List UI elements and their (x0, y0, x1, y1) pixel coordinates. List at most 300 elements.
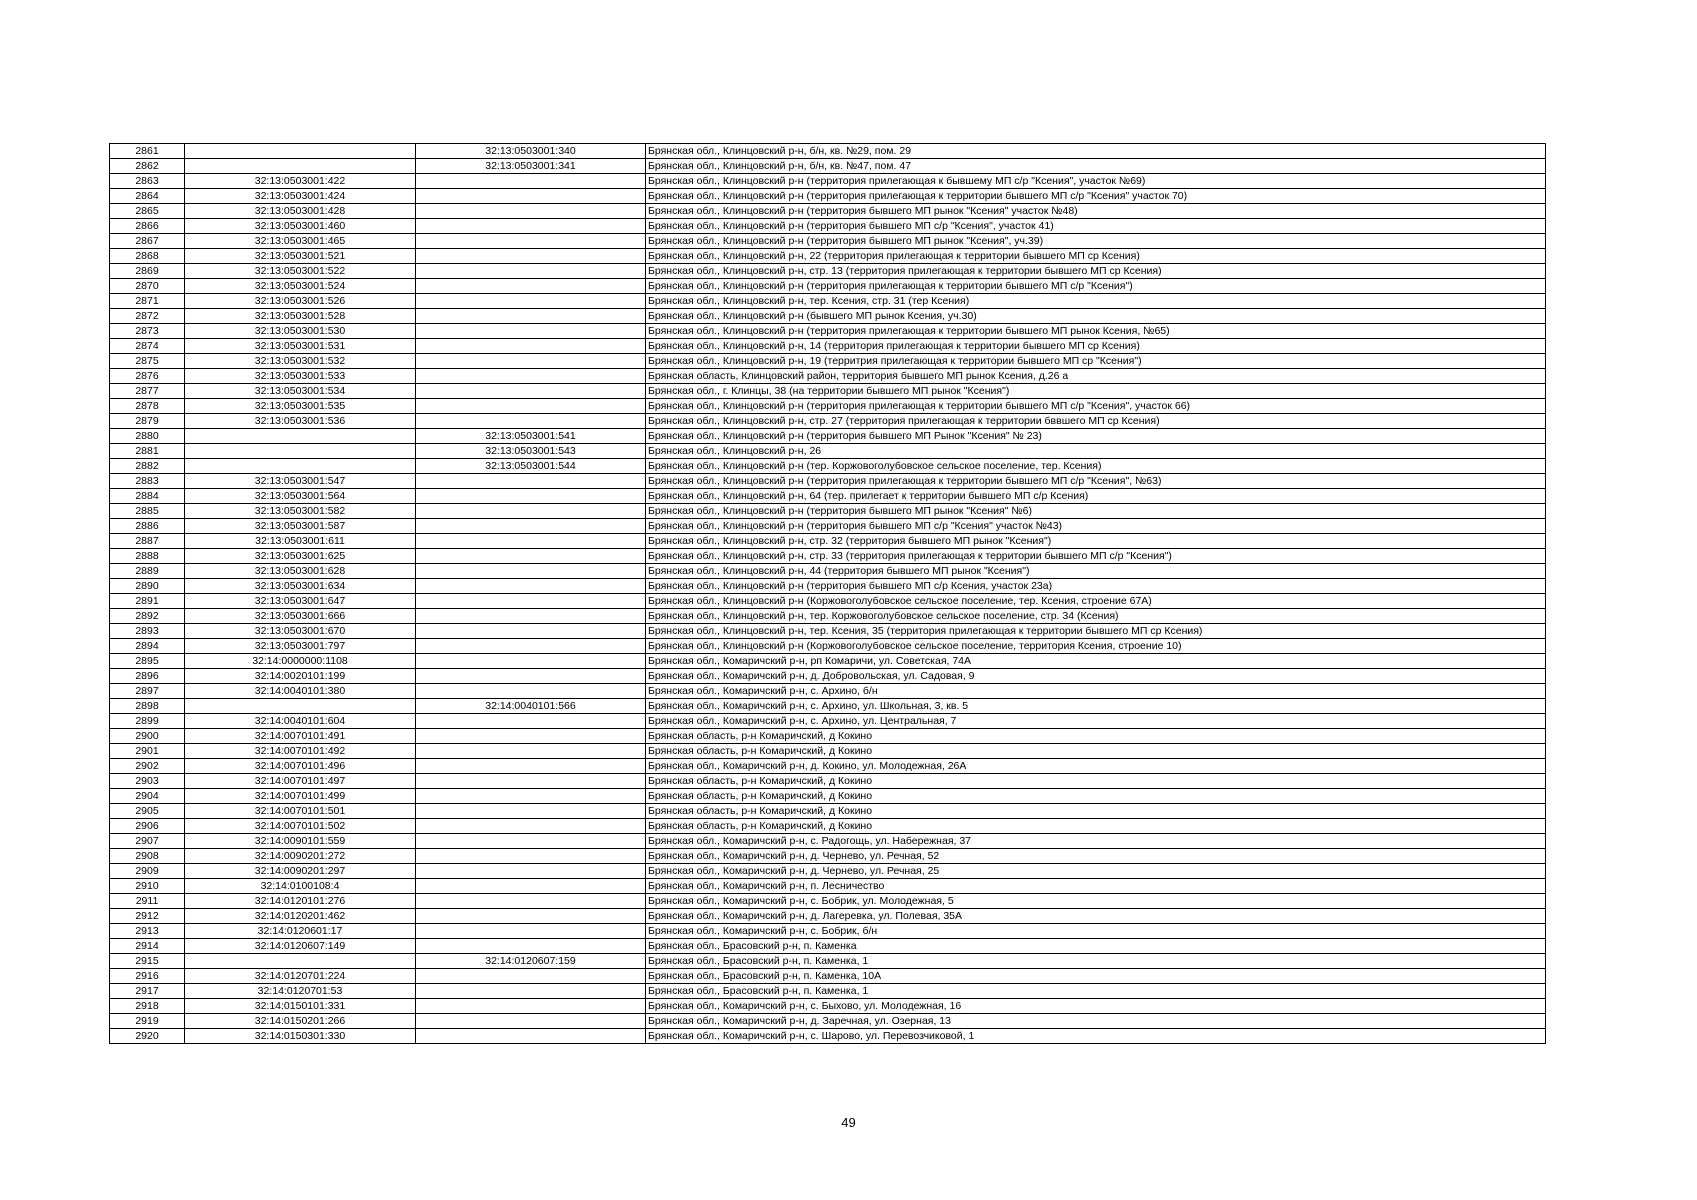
row-number-cell: 2920 (110, 1029, 185, 1044)
row-number-cell: 2895 (110, 654, 185, 669)
row-number-cell: 2910 (110, 879, 185, 894)
cadastral-number-cell: 32:13:0503001:526 (185, 294, 416, 309)
table-row (110, 744, 1546, 759)
row-number-cell: 2912 (110, 909, 185, 924)
address-cell: Брянская обл., Клинцовский р-н (территория прилегающая к бывшему МП с/р "Ксения", участок №69) (646, 174, 1546, 189)
cadastral-number-cell: 32:13:0503001:564 (185, 489, 416, 504)
cadastral-number-cell: 32:14:0090201:272 (185, 849, 416, 864)
address-cell: Брянская обл., Клинцовский р-н (территория прилегающая к территории бывшего МП с/р "Ксения", участок 66) (646, 399, 1546, 414)
row-number-cell: 2879 (110, 414, 185, 429)
table-row (110, 669, 1546, 684)
building-cadastral-number-cell (416, 984, 646, 999)
row-number-cell: 2916 (110, 969, 185, 984)
row-number-cell: 2878 (110, 399, 185, 414)
address-cell: Брянская область, р-н Комаричский, д Кокино (646, 819, 1546, 834)
cadastral-number-cell: 32:14:0120101:276 (185, 894, 416, 909)
table-row (110, 654, 1546, 669)
address-cell: Брянская обл., Клинцовский р-н (территория прилегающая к территории бывшего МП с/р "Ксения" участок 70) (646, 189, 1546, 204)
address-cell: Брянская обл., Клинцовский р-н, 19 (территрия прилегающая к территории бывшего МП ср "Ксения") (646, 354, 1546, 369)
address-cell: Брянская обл., Клинцовский р-н, 14 (территория прилегающая к территории бывшего МП ср Ксения) (646, 339, 1546, 354)
table-row (110, 909, 1546, 924)
building-cadastral-number-cell (416, 654, 646, 669)
building-cadastral-number-cell (416, 819, 646, 834)
table-row (110, 294, 1546, 309)
address-cell: Брянская обл., Клинцовский р-н (тер. Коржовоголубовское сельское поселение, тер. Ксения) (646, 459, 1546, 474)
table-row (110, 459, 1546, 474)
address-cell: Брянская обл., Комаричский р-н, с. Бобрик, ул. Молодежная, 5 (646, 894, 1546, 909)
building-cadastral-number-cell (416, 744, 646, 759)
row-number-cell: 2865 (110, 204, 185, 219)
cadastral-number-cell: 32:13:0503001:460 (185, 219, 416, 234)
address-cell: Брянская обл., г. Клинцы, 38 (на территории бывшего МП рынок "Ксения") (646, 384, 1546, 399)
building-cadastral-number-cell (416, 939, 646, 954)
row-number-cell: 2867 (110, 234, 185, 249)
cadastral-number-cell: 32:14:0070101:491 (185, 729, 416, 744)
row-number-cell: 2862 (110, 159, 185, 174)
cadastral-number-cell: 32:14:0120701:53 (185, 984, 416, 999)
building-cadastral-number-cell (416, 489, 646, 504)
building-cadastral-number-cell (416, 759, 646, 774)
row-number-cell: 2861 (110, 144, 185, 159)
row-number-cell: 2911 (110, 894, 185, 909)
cadastral-number-cell (185, 459, 416, 474)
building-cadastral-number-cell (416, 504, 646, 519)
building-cadastral-number-cell (416, 384, 646, 399)
cadastral-number-cell: 32:13:0503001:424 (185, 189, 416, 204)
building-cadastral-number-cell: 32:13:0503001:544 (416, 459, 646, 474)
row-number-cell: 2892 (110, 609, 185, 624)
building-cadastral-number-cell (416, 1029, 646, 1044)
table-row (110, 384, 1546, 399)
table-row (110, 534, 1546, 549)
cadastral-number-cell: 32:14:0150201:266 (185, 1014, 416, 1029)
address-cell: Брянская обл., Клинцовский р-н, б/н, кв. №47, пом. 47 (646, 159, 1546, 174)
address-cell: Брянская обл., Клинцовский р-н, 26 (646, 444, 1546, 459)
cadastral-number-cell: 32:13:0503001:531 (185, 339, 416, 354)
row-number-cell: 2891 (110, 594, 185, 609)
row-number-cell: 2908 (110, 849, 185, 864)
cadastral-number-cell: 32:13:0503001:532 (185, 354, 416, 369)
building-cadastral-number-cell (416, 894, 646, 909)
table-row (110, 204, 1546, 219)
table-row (110, 399, 1546, 414)
building-cadastral-number-cell (416, 579, 646, 594)
row-number-cell: 2873 (110, 324, 185, 339)
address-cell: Брянская обл., Клинцовский р-н, 44 (территория бывшего МП рынок "Ксения") (646, 564, 1546, 579)
cadastral-number-cell: 32:13:0503001:670 (185, 624, 416, 639)
table-row (110, 219, 1546, 234)
building-cadastral-number-cell (416, 714, 646, 729)
table-row (110, 474, 1546, 489)
table-row (110, 999, 1546, 1014)
table-row (110, 819, 1546, 834)
address-cell: Брянская обл., Клинцовский р-н (территория бывшего МП рынок "Ксения" участок №48) (646, 204, 1546, 219)
row-number-cell: 2869 (110, 264, 185, 279)
building-cadastral-number-cell (416, 669, 646, 684)
cadastral-number-cell: 32:13:0503001:628 (185, 564, 416, 579)
cadastral-number-cell: 32:14:0090101:559 (185, 834, 416, 849)
building-cadastral-number-cell (416, 249, 646, 264)
address-cell: Брянская обл., Клинцовский р-н (Коржовоголубовское сельское поселение, тер. Ксения, строение 67А) (646, 594, 1546, 609)
address-cell: Брянская обл., Клинцовский р-н, стр. 32 (территория бывшего МП рынок "Ксения") (646, 534, 1546, 549)
address-cell: Брянская обл., Комаричский р-н, рп Комаричи, ул. Советская, 74А (646, 654, 1546, 669)
building-cadastral-number-cell (416, 414, 646, 429)
building-cadastral-number-cell (416, 189, 646, 204)
row-number-cell: 2918 (110, 999, 185, 1014)
table-row (110, 594, 1546, 609)
row-number-cell: 2870 (110, 279, 185, 294)
table-row (110, 504, 1546, 519)
table-row (110, 849, 1546, 864)
address-cell: Брянская обл., Клинцовский р-н, 64 (тер. прилегает к территории бывшего МП с/р Ксения) (646, 489, 1546, 504)
row-number-cell: 2890 (110, 579, 185, 594)
cadastral-number-cell: 32:14:0070101:492 (185, 744, 416, 759)
table-row (110, 519, 1546, 534)
cadastral-number-cell: 32:13:0503001:625 (185, 549, 416, 564)
building-cadastral-number-cell (416, 234, 646, 249)
cadastral-number-cell: 32:13:0503001:535 (185, 399, 416, 414)
table-row (110, 414, 1546, 429)
row-number-cell: 2886 (110, 519, 185, 534)
cadastral-number-cell: 32:13:0503001:465 (185, 234, 416, 249)
table-row (110, 924, 1546, 939)
cadastral-number-cell: 32:14:0090201:297 (185, 864, 416, 879)
address-cell: Брянская обл., Комаричский р-н, д. Лагеревка, ул. Полевая, 35А (646, 909, 1546, 924)
row-number-cell: 2875 (110, 354, 185, 369)
table-row (110, 579, 1546, 594)
row-number-cell: 2883 (110, 474, 185, 489)
cadastral-number-cell (185, 699, 416, 714)
table-row (110, 759, 1546, 774)
building-cadastral-number-cell (416, 399, 646, 414)
address-cell: Брянская обл., Клинцовский р-н, тер. Коржовоголубовское сельское поселение, стр. 34 (Ксения) (646, 609, 1546, 624)
table-row (110, 1029, 1546, 1044)
building-cadastral-number-cell (416, 204, 646, 219)
cadastral-number-cell: 32:14:0120201:462 (185, 909, 416, 924)
building-cadastral-number-cell (416, 279, 646, 294)
building-cadastral-number-cell (416, 519, 646, 534)
building-cadastral-number-cell (416, 624, 646, 639)
row-number-cell: 2915 (110, 954, 185, 969)
cadastral-number-cell: 32:14:0150101:331 (185, 999, 416, 1014)
table-row (110, 834, 1546, 849)
building-cadastral-number-cell: 32:13:0503001:543 (416, 444, 646, 459)
row-number-cell: 2872 (110, 309, 185, 324)
table-row (110, 324, 1546, 339)
cadastral-number-cell: 32:13:0503001:422 (185, 174, 416, 189)
cadastral-number-cell: 32:14:0100108:4 (185, 879, 416, 894)
address-cell: Брянская обл., Брасовский р-н, п. Каменка, 1 (646, 954, 1546, 969)
address-cell: Брянская обл., Комаричский р-н, с. Архино, б/н (646, 684, 1546, 699)
table-row (110, 609, 1546, 624)
building-cadastral-number-cell (416, 789, 646, 804)
row-number-cell: 2888 (110, 549, 185, 564)
table-row (110, 264, 1546, 279)
row-number-cell: 2880 (110, 429, 185, 444)
building-cadastral-number-cell (416, 219, 646, 234)
building-cadastral-number-cell (416, 594, 646, 609)
cadastral-number-cell (185, 429, 416, 444)
address-cell: Брянская обл., Комаричский р-н, с. Архино, ул. Центральная, 7 (646, 714, 1546, 729)
table-row (110, 1014, 1546, 1029)
cadastral-number-cell (185, 144, 416, 159)
cadastral-number-cell: 32:14:0120607:149 (185, 939, 416, 954)
address-cell: Брянская обл., Клинцовский р-н (территория прилегающая к территории бывшего МП с/р "Ксения", №63) (646, 474, 1546, 489)
building-cadastral-number-cell (416, 294, 646, 309)
row-number-cell: 2906 (110, 819, 185, 834)
table-row (110, 699, 1546, 714)
row-number-cell: 2885 (110, 504, 185, 519)
cadastral-number-cell: 32:13:0503001:647 (185, 594, 416, 609)
cadastral-number-cell: 32:13:0503001:530 (185, 324, 416, 339)
address-cell: Брянская обл., Клинцовский р-н (территория бывшего МП с/р Ксения, участок 23а) (646, 579, 1546, 594)
cadastral-number-cell: 32:13:0503001:536 (185, 414, 416, 429)
row-number-cell: 2897 (110, 684, 185, 699)
building-cadastral-number-cell: 32:13:0503001:541 (416, 429, 646, 444)
cadastral-number-cell: 32:14:0150301:330 (185, 1029, 416, 1044)
row-number-cell: 2868 (110, 249, 185, 264)
building-cadastral-number-cell: 32:13:0503001:340 (416, 144, 646, 159)
table-row (110, 144, 1546, 159)
address-cell: Брянская обл., Клинцовский р-н (территория бывшего МП рынок "Ксения", уч.39) (646, 234, 1546, 249)
page-number: 49 (841, 1115, 856, 1130)
building-cadastral-number-cell (416, 849, 646, 864)
cadastral-number-cell: 32:13:0503001:522 (185, 264, 416, 279)
table-row (110, 864, 1546, 879)
row-number-cell: 2887 (110, 534, 185, 549)
table-row (110, 249, 1546, 264)
row-number-cell: 2901 (110, 744, 185, 759)
table-row (110, 969, 1546, 984)
table-row (110, 789, 1546, 804)
address-cell: Брянская обл., Клинцовский р-н (территория прилегающая к территории бывшего МП рынок Ксения, №65) (646, 324, 1546, 339)
address-cell: Брянская обл., Комаричский р-н, с. Быхово, ул. Молодежная, 16 (646, 999, 1546, 1014)
row-number-cell: 2914 (110, 939, 185, 954)
row-number-cell: 2874 (110, 339, 185, 354)
address-cell: Брянская обл., Клинцовский р-н (территория бывшего МП Рынок "Ксения" № 23) (646, 429, 1546, 444)
address-cell: Брянская обл., Клинцовский р-н (территория бывшего МП рынок "Ксения" №6) (646, 504, 1546, 519)
table-row (110, 174, 1546, 189)
row-number-cell: 2905 (110, 804, 185, 819)
row-number-cell: 2876 (110, 369, 185, 384)
address-cell: Брянская обл., Комаричский р-н, п. Лесничество (646, 879, 1546, 894)
address-cell: Брянская область, р-н Комаричский, д Кокино (646, 804, 1546, 819)
table-row (110, 549, 1546, 564)
table-row (110, 684, 1546, 699)
table-body (110, 144, 1546, 1044)
building-cadastral-number-cell (416, 804, 646, 819)
building-cadastral-number-cell (416, 774, 646, 789)
building-cadastral-number-cell (416, 864, 646, 879)
building-cadastral-number-cell (416, 369, 646, 384)
cadastral-number-cell: 32:14:0020101:199 (185, 669, 416, 684)
table-row (110, 159, 1546, 174)
row-number-cell: 2893 (110, 624, 185, 639)
cadastral-number-cell: 32:14:0070101:501 (185, 804, 416, 819)
address-cell: Брянская обл., Комаричский р-н, с. Шарово, ул. Перевозчиковой, 1 (646, 1029, 1546, 1044)
table-row (110, 939, 1546, 954)
building-cadastral-number-cell (416, 609, 646, 624)
cadastral-number-cell: 32:13:0503001:611 (185, 534, 416, 549)
cadastral-number-cell: 32:14:0120601:17 (185, 924, 416, 939)
row-number-cell: 2903 (110, 774, 185, 789)
building-cadastral-number-cell: 32:14:0040101:566 (416, 699, 646, 714)
cadastral-table (109, 143, 1546, 1044)
address-cell: Брянская область, р-н Комаричский, д Кокино (646, 774, 1546, 789)
cadastral-number-cell: 32:14:0070101:497 (185, 774, 416, 789)
address-cell: Брянская обл., Комаричский р-н, д. Добровольская, ул. Садовая, 9 (646, 669, 1546, 684)
cadastral-number-cell: 32:13:0503001:547 (185, 474, 416, 489)
cadastral-number-cell: 32:14:0040101:604 (185, 714, 416, 729)
row-number-cell: 2877 (110, 384, 185, 399)
building-cadastral-number-cell (416, 564, 646, 579)
table-row (110, 729, 1546, 744)
address-cell: Брянская обл., Клинцовский р-н, тер. Ксения, стр. 31 (тер Ксения) (646, 294, 1546, 309)
address-cell: Брянская обл., Брасовский р-н, п. Каменка, 10А (646, 969, 1546, 984)
row-number-cell: 2884 (110, 489, 185, 504)
cadastral-number-cell: 32:14:0070101:496 (185, 759, 416, 774)
table-row (110, 444, 1546, 459)
table-row (110, 309, 1546, 324)
address-cell: Брянская обл., Комаричский р-н, д. Кокино, ул. Молодежная, 26А (646, 759, 1546, 774)
row-number-cell: 2871 (110, 294, 185, 309)
building-cadastral-number-cell (416, 999, 646, 1014)
address-cell: Брянская область, Клинцовский район, территория бывшего МП рынок Ксения, д.26 а (646, 369, 1546, 384)
table-row (110, 624, 1546, 639)
row-number-cell: 2917 (110, 984, 185, 999)
table-row (110, 489, 1546, 504)
address-cell: Брянская обл., Комаричский р-н, д. Чернево, ул. Речная, 25 (646, 864, 1546, 879)
cadastral-number-cell: 32:13:0503001:582 (185, 504, 416, 519)
building-cadastral-number-cell (416, 534, 646, 549)
building-cadastral-number-cell (416, 969, 646, 984)
address-cell: Брянская обл., Комаричский р-н, д. Чернево, ул. Речная, 52 (646, 849, 1546, 864)
row-number-cell: 2904 (110, 789, 185, 804)
cadastral-number-cell: 32:13:0503001:528 (185, 309, 416, 324)
cadastral-number-cell: 32:13:0503001:587 (185, 519, 416, 534)
cadastral-number-cell (185, 444, 416, 459)
building-cadastral-number-cell (416, 474, 646, 489)
table-row (110, 984, 1546, 999)
building-cadastral-number-cell (416, 834, 646, 849)
row-number-cell: 2902 (110, 759, 185, 774)
address-cell: Брянская обл., Клинцовский р-н, тер. Ксения, 35 (территория прилегающая к территории бывшего МП ср Ксения) (646, 624, 1546, 639)
building-cadastral-number-cell (416, 174, 646, 189)
row-number-cell: 2909 (110, 864, 185, 879)
table-row (110, 279, 1546, 294)
address-cell: Брянская обл., Клинцовский р-н (территория прилегающая к территории бывшего МП с/р "Ксения") (646, 279, 1546, 294)
cadastral-number-cell: 32:13:0503001:797 (185, 639, 416, 654)
address-cell: Брянская обл., Брасовский р-н, п. Каменка (646, 939, 1546, 954)
row-number-cell: 2899 (110, 714, 185, 729)
row-number-cell: 2864 (110, 189, 185, 204)
row-number-cell: 2894 (110, 639, 185, 654)
address-cell: Брянская обл., Клинцовский р-н, 22 (территория прилегающая к территории бывшего МП ср Ксения) (646, 249, 1546, 264)
address-cell: Брянская обл., Комаричский р-н, д. Заречная, ул. Озерная, 13 (646, 1014, 1546, 1029)
address-cell: Брянская обл., Клинцовский р-н, стр. 33 (территория прилегающая к территории бывшего МП с/р "Ксения") (646, 549, 1546, 564)
building-cadastral-number-cell (416, 729, 646, 744)
table-row (110, 804, 1546, 819)
cadastral-number-cell: 32:14:0040101:380 (185, 684, 416, 699)
row-number-cell: 2889 (110, 564, 185, 579)
cadastral-number-cell: 32:13:0503001:524 (185, 279, 416, 294)
cadastral-number-cell: 32:13:0503001:634 (185, 579, 416, 594)
address-cell: Брянская обл., Брасовский р-н, п. Каменка, 1 (646, 984, 1546, 999)
table-row (110, 339, 1546, 354)
row-number-cell: 2863 (110, 174, 185, 189)
cadastral-number-cell: 32:13:0503001:534 (185, 384, 416, 399)
address-cell: Брянская обл., Клинцовский р-н (бывшего МП рынок Ксения, уч.30) (646, 309, 1546, 324)
table-row (110, 774, 1546, 789)
table-row (110, 894, 1546, 909)
building-cadastral-number-cell: 32:14:0120607:159 (416, 954, 646, 969)
table-row (110, 369, 1546, 384)
cadastral-number-cell: 32:14:0000000:1108 (185, 654, 416, 669)
row-number-cell: 2881 (110, 444, 185, 459)
row-number-cell: 2866 (110, 219, 185, 234)
address-cell: Брянская обл., Клинцовский р-н (Коржовоголубовское сельское поселение, территория Ксения, строение 10) (646, 639, 1546, 654)
address-cell: Брянская область, р-н Комаричский, д Кокино (646, 729, 1546, 744)
address-cell: Брянская обл., Клинцовский р-н, стр. 13 (территория прилегающая к территории бывшего МП ср Ксения) (646, 264, 1546, 279)
address-cell: Брянская обл., Комаричский р-н, с. Архино, ул. Школьная, 3, кв. 5 (646, 699, 1546, 714)
row-number-cell: 2896 (110, 669, 185, 684)
address-cell: Брянская область, р-н Комаричский, д Кокино (646, 744, 1546, 759)
cadastral-number-cell: 32:13:0503001:428 (185, 204, 416, 219)
address-cell: Брянская обл., Комаричский р-н, с. Бобрик, б/н (646, 924, 1546, 939)
cadastral-number-cell: 32:13:0503001:521 (185, 249, 416, 264)
table-row (110, 879, 1546, 894)
row-number-cell: 2898 (110, 699, 185, 714)
table-row (110, 189, 1546, 204)
address-cell: Брянская обл., Клинцовский р-н (территория бывшего МП с/р "Ксения", участок 41) (646, 219, 1546, 234)
row-number-cell: 2900 (110, 729, 185, 744)
building-cadastral-number-cell (416, 549, 646, 564)
address-cell: Брянская обл., Клинцовский р-н, б/н, кв. №29, пом. 29 (646, 144, 1546, 159)
cadastral-number-cell: 32:14:0070101:499 (185, 789, 416, 804)
building-cadastral-number-cell (416, 639, 646, 654)
cadastral-number-cell: 32:13:0503001:533 (185, 369, 416, 384)
cadastral-number-cell: 32:14:0120701:224 (185, 969, 416, 984)
row-number-cell: 2907 (110, 834, 185, 849)
building-cadastral-number-cell (416, 309, 646, 324)
building-cadastral-number-cell (416, 324, 646, 339)
cadastral-number-cell: 32:14:0070101:502 (185, 819, 416, 834)
address-cell: Брянская область, р-н Комаричский, д Кокино (646, 789, 1546, 804)
table-row (110, 234, 1546, 249)
cadastral-number-cell: 32:13:0503001:666 (185, 609, 416, 624)
address-cell: Брянская обл., Клинцовский р-н (территория бывшего МП с/р "Ксения" участок №43) (646, 519, 1546, 534)
building-cadastral-number-cell (416, 879, 646, 894)
table-row (110, 714, 1546, 729)
table-row (110, 354, 1546, 369)
table-row (110, 564, 1546, 579)
building-cadastral-number-cell (416, 1014, 646, 1029)
address-cell: Брянская обл., Клинцовский р-н, стр. 27 (территория прилегающая к территории бввшего МП ср Ксения) (646, 414, 1546, 429)
cadastral-number-cell (185, 159, 416, 174)
row-number-cell: 2919 (110, 1014, 185, 1029)
building-cadastral-number-cell (416, 909, 646, 924)
cadastral-number-cell (185, 954, 416, 969)
building-cadastral-number-cell (416, 924, 646, 939)
table-row (110, 639, 1546, 654)
row-number-cell: 2882 (110, 459, 185, 474)
building-cadastral-number-cell (416, 354, 646, 369)
table-row (110, 954, 1546, 969)
address-cell: Брянская обл., Комаричский р-н, с. Радогощь, ул. Набережная, 37 (646, 834, 1546, 849)
row-number-cell: 2913 (110, 924, 185, 939)
building-cadastral-number-cell: 32:13:0503001:341 (416, 159, 646, 174)
building-cadastral-number-cell (416, 339, 646, 354)
